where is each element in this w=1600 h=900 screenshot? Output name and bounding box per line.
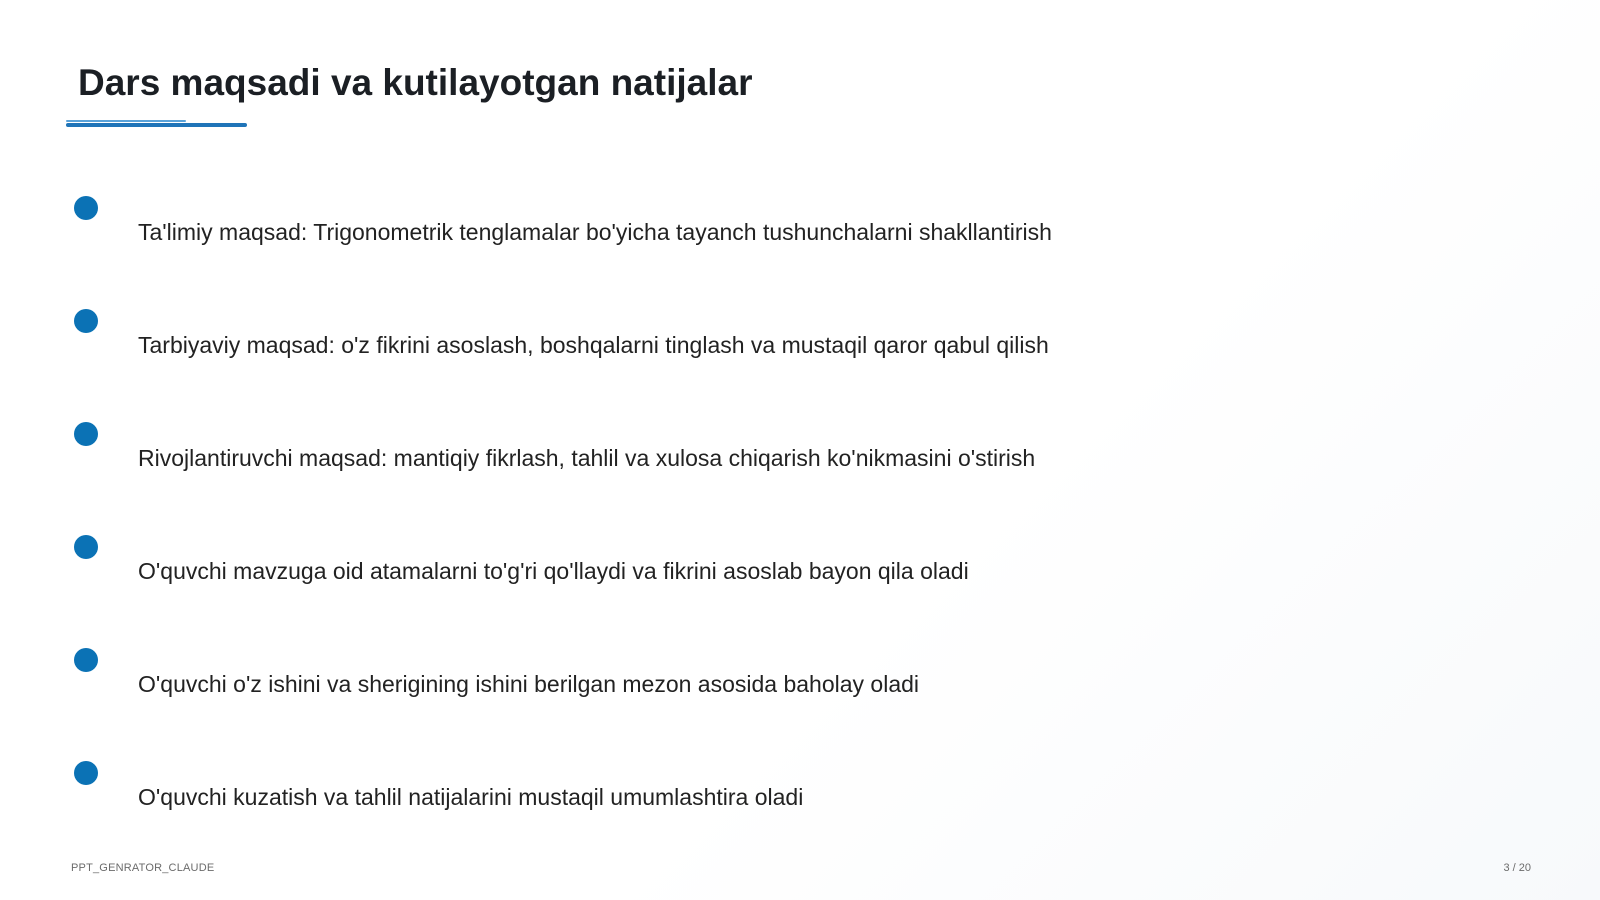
bullet-item — [0, 196, 1600, 256]
bullet-dot-icon — [74, 196, 98, 220]
bullet-item — [0, 422, 1600, 482]
bullet-dot-icon — [74, 761, 98, 785]
bullet-item — [0, 535, 1600, 595]
bullet-item — [0, 648, 1600, 708]
bullet-text: O'quvchi kuzatish va tahlil natijalarini mustaqil umumlashtira oladi — [138, 784, 804, 810]
bullet-text: O'quvchi mavzuga oid atamalarni to'g'ri qo'llaydi va fikrini asoslab bayon qila oladi — [138, 558, 969, 584]
bullet-dot-icon — [74, 648, 98, 672]
bullet-text: O'quvchi o'z ishini va sherigining ishini berilgan mezon asosida baholay oladi — [138, 671, 920, 697]
bullet-dot-icon — [74, 535, 98, 559]
bullet-dot-icon — [74, 309, 98, 333]
bullet-text: Rivojlantiruvchi maqsad: mantiqiy fikrlash, tahlil va xulosa chiqarish ko'nikmasini o'stirish — [138, 445, 1036, 471]
page-number: 3 / 20 — [1503, 862, 1531, 874]
bullet-item — [0, 761, 1600, 821]
bullet-item — [0, 309, 1600, 369]
footer-source: PPT_GENRATOR_CLAUDE — [71, 862, 215, 874]
bullet-text: Tarbiyaviy maqsad: o'z fikrini asoslash, boshqalarni tinglash va mustaqil qaror qabul qilish — [138, 332, 1049, 358]
bullet-text: Ta'limiy maqsad: Trigonometrik tenglamalar bo'yicha tayanch tushunchalarni shakllantirish — [138, 219, 1052, 245]
bullet-dot-icon — [74, 422, 98, 446]
slide-title: Dars maqsadi va kutilayotgan natijalar — [78, 62, 753, 103]
